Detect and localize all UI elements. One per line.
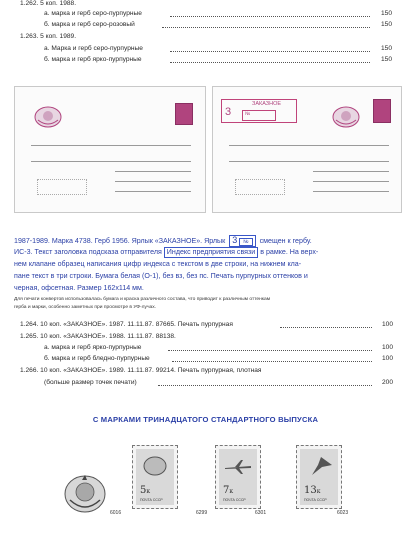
description-text: в рамке. На верх- — [260, 248, 319, 256]
address-line — [313, 181, 389, 182]
stamp-catalog-number: 6023 — [337, 510, 349, 516]
leader-dots — [172, 361, 372, 362]
postage-stamp-imprint — [373, 99, 391, 123]
stamp-country: ПОЧТА СССР — [304, 498, 327, 502]
leader-dots — [170, 16, 370, 17]
catalog-price: 100 — [381, 321, 393, 328]
catalog-price: 100 — [381, 344, 393, 351]
index-frame-sample: Индекс предприятия связи — [164, 247, 258, 258]
postage-stamp — [132, 445, 178, 509]
catalog-entry: а. Марка и герб серо-пурпурные — [44, 45, 143, 52]
catalog-price: 150 — [380, 56, 392, 63]
leader-dots — [158, 385, 372, 386]
coat-of-arms-icon — [142, 455, 168, 477]
address-line — [313, 171, 389, 172]
stamp-country: ПОЧТА СССР — [223, 498, 246, 502]
footnote-line: герба и марки, особенно заметных при просмотре в УФ-лучах. — [14, 305, 157, 310]
leader-dots — [162, 27, 370, 28]
stamp-image — [219, 449, 257, 505]
catalog-entry: 1.262. 5 коп. 1988. — [20, 0, 77, 7]
envelope-right — [212, 86, 402, 213]
label-sample-no: № — [239, 238, 252, 246]
catalog-price: 100 — [381, 355, 393, 362]
registered-label-word: ЗАКАЗНОЕ — [252, 101, 282, 107]
postage-stamp — [296, 445, 342, 509]
registered-label-no: № — [242, 110, 276, 121]
coat-of-arms-emblem — [331, 105, 361, 129]
address-line — [229, 145, 389, 146]
description-text: 1987-1989. Марка 4738. Герб 1956. Ярлык «ЗАКАЗНОЕ». Ярлык — [14, 237, 226, 245]
description-line: пане текст в три строки. Бумага белая (О-1), без вз, без пс. Печать пурпурных оттенков и — [14, 272, 308, 280]
catalog-price: 150 — [380, 10, 392, 17]
address-line — [31, 161, 191, 162]
stamp-denomination: 5к — [140, 485, 151, 496]
stamp-catalog-number: 6016 — [110, 510, 122, 516]
label-sample-number: 3 — [232, 235, 238, 245]
registered-label — [221, 99, 297, 123]
zip-code-grid — [37, 179, 87, 195]
stamp-country: ПОЧТА СССР — [140, 498, 163, 502]
catalog-entry: 1.264. 10 коп. «ЗАКАЗНОЕ». 1987. 11.11.87. 87665. Печать пурпурная — [20, 321, 233, 328]
address-line — [229, 161, 389, 162]
leader-dots — [170, 51, 370, 52]
registered-label-sample — [229, 235, 255, 247]
bird-icon — [308, 453, 334, 479]
catalog-entry: б. марка и герб бледно-пурпурные — [44, 355, 150, 362]
address-line — [115, 181, 191, 182]
address-line — [313, 191, 389, 192]
section-title: С МАРКАМИ ТРИНАДЦАТОГО СТАНДАРТНОГО ВЫПУСКА — [92, 415, 319, 424]
address-line — [115, 171, 191, 172]
zip-code-grid — [235, 179, 285, 195]
catalog-entry: а. марка и герб ярко-пурпурные — [44, 344, 142, 351]
catalog-entry: (больше размер точек печати) — [44, 379, 137, 386]
catalog-entry: б. марка и герб серо-розовый — [44, 21, 135, 28]
catalog-entry: б. марка и герб ярко-пурпурные — [44, 56, 142, 63]
description-line: черная, офсетная. Размер 162х114 мм. — [14, 284, 144, 292]
description-text: ИС-3. Текст заголовка подсказа отправителя — [14, 248, 162, 256]
leader-dots — [170, 62, 370, 63]
stamp-catalog-number: 6299 — [196, 510, 208, 516]
catalog-price: 200 — [381, 379, 393, 386]
stamp-catalog-number: 6301 — [255, 510, 267, 516]
catalog-entry: 1.263. 5 коп. 1989. — [20, 33, 77, 40]
stamp-denomination: 13к — [304, 485, 321, 496]
airplane-icon — [223, 459, 253, 475]
catalog-price: 150 — [380, 21, 392, 28]
stamp-denomination: 7к — [223, 485, 234, 496]
address-line — [31, 145, 191, 146]
catalog-entry: а. марка и герб серо-пурпурные — [44, 10, 142, 17]
coat-of-arms-imprint — [62, 472, 108, 516]
description-line — [14, 235, 312, 247]
description-text: смещен к гербу. — [259, 237, 312, 245]
coat-of-arms-emblem — [33, 105, 63, 129]
leader-dots — [280, 327, 372, 328]
footnote-line: Для печати конвертов использовалась бумага и краска различного состава, что приводит к различным оттенкам — [14, 297, 271, 302]
catalog-price: 150 — [380, 45, 392, 52]
stamp-image — [136, 449, 174, 505]
stamp-image — [300, 449, 338, 505]
leader-dots — [168, 350, 372, 351]
description-line — [14, 247, 318, 258]
catalog-entry: 1.265. 10 коп. «ЗАКАЗНОЕ». 1988. 11.11.87. 88138. — [20, 333, 176, 340]
registered-label-number: 3 — [225, 106, 232, 118]
postage-stamp — [215, 445, 261, 509]
envelope-left — [14, 86, 206, 213]
description-line: нем клапане образец написания цифр индекса с текстом в две строки, на нижнем кла- — [14, 260, 302, 268]
address-line — [115, 191, 191, 192]
postage-stamp-imprint — [175, 103, 193, 125]
catalog-entry: 1.266. 10 коп. «ЗАКАЗНОЕ». 1989. 11.11.87. 99214. Печать пурпурная, плотная — [20, 367, 262, 374]
